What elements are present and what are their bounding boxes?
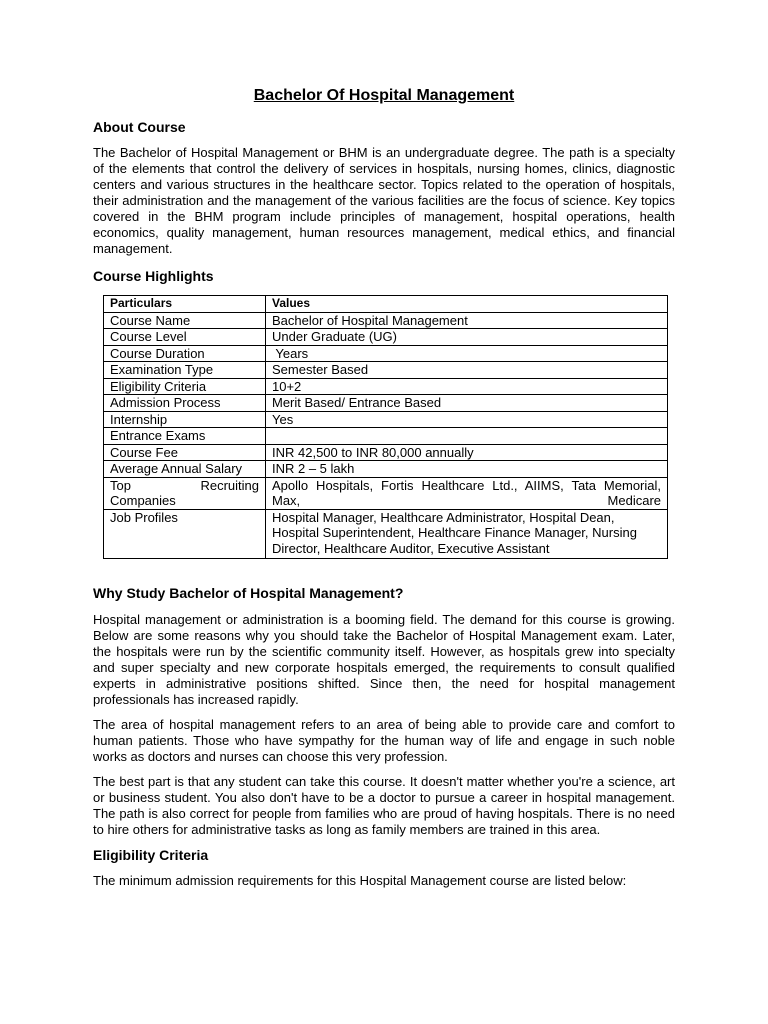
table-row bbox=[104, 378, 668, 395]
row-value: Bachelor of Hospital Management bbox=[266, 312, 668, 329]
row-value bbox=[266, 428, 668, 445]
row-value: INR 2 – 5 lakh bbox=[266, 461, 668, 478]
table-row bbox=[104, 477, 668, 509]
table-row bbox=[104, 395, 668, 412]
row-key: Average Annual Salary bbox=[104, 461, 266, 478]
about-paragraph: The Bachelor of Hospital Management or BHM is an undergraduate degree. The path is a specialty of the elements that control the delivery of services in hospitals, nursing homes, clinics, diagnostic centers and various structures in the healthcare sector. Topics related to the operation of hospitals, their administration and the management of the various facilities are the focus of science. Key topics covered in the BHM program include principles of management, hospital operations, health economics, quality management, human resources management, medical ethics, and financial management. bbox=[93, 145, 675, 256]
row-key: Top Recruiting Companies bbox=[104, 477, 266, 509]
row-key: Course Name bbox=[104, 312, 266, 329]
why-paragraph-2: The area of hospital management refers to an area of being able to provide care and comfort to human patients. Those who have sympathy for the human way of life and engage in such noble works as doctors and nurses can choose this very profession. bbox=[93, 717, 675, 764]
row-key: Internship bbox=[104, 411, 266, 428]
table-row bbox=[104, 345, 668, 362]
document-title: Bachelor Of Hospital Management bbox=[253, 87, 515, 104]
table-row bbox=[104, 362, 668, 379]
table-header-row bbox=[104, 296, 668, 313]
row-key: Job Profiles bbox=[104, 509, 266, 559]
table-row bbox=[104, 509, 668, 559]
document-page bbox=[93, 86, 675, 889]
header-particulars: Particulars bbox=[104, 296, 266, 313]
row-key: Course Fee bbox=[104, 444, 266, 461]
row-key: Admission Process bbox=[104, 395, 266, 412]
why-paragraph-3: The best part is that any student can take this course. It doesn't matter whether you're a science, art or business student. You also don't have to be a doctor to pursue a career in hospital management. The path is also correct for people from families who are proud of having hospitals. There is no need to hire others for administrative tasks as long as family members are trained in this area. bbox=[93, 774, 675, 837]
table-row bbox=[104, 444, 668, 461]
row-value: Under Graduate (UG) bbox=[266, 329, 668, 346]
eligibility-heading: Eligibility Criteria bbox=[93, 847, 209, 863]
highlights-table bbox=[103, 295, 668, 559]
row-value: Semester Based bbox=[266, 362, 668, 379]
header-values: Values bbox=[266, 296, 668, 313]
eligibility-paragraph: The minimum admission requirements for this Hospital Management course are listed below: bbox=[93, 873, 627, 888]
table-row bbox=[104, 428, 668, 445]
row-key: Course Duration bbox=[104, 345, 266, 362]
table-row bbox=[104, 411, 668, 428]
about-heading: About Course bbox=[93, 119, 186, 135]
row-value: INR 42,500 to INR 80,000 annually bbox=[266, 444, 668, 461]
row-value: Apollo Hospitals, Fortis Healthcare Ltd., AIIMS, Tata Memorial, Max, Medicare bbox=[266, 477, 668, 509]
row-key: Examination Type bbox=[104, 362, 266, 379]
row-value: 10+2 bbox=[266, 378, 668, 395]
row-key: Entrance Exams bbox=[104, 428, 266, 445]
why-paragraph-1: Hospital management or administration is a booming field. The demand for this course is growing. Below are some reasons why you should take the Bachelor of Hospital Management exam. Later, the hospitals were run by the scientific community itself. However, as hospitals grew into specialty and super specialty and new corporate hospitals emerged, the requirements to consult qualified experts in administrative positions shifted. Since then, the need for hospital management professionals has increased rapidly. bbox=[93, 612, 675, 707]
highlights-heading: Course Highlights bbox=[93, 268, 214, 284]
row-value: Merit Based/ Entrance Based bbox=[266, 395, 668, 412]
row-value: Yes bbox=[266, 411, 668, 428]
why-heading: Why Study Bachelor of Hospital Management? bbox=[93, 585, 404, 601]
table-row bbox=[104, 329, 668, 346]
table-row bbox=[104, 312, 668, 329]
row-value: Hospital Manager, Healthcare Administrator, Hospital Dean, Hospital Superintendent, Healthcare Finance Manager, Nursing Director, Healthcare Auditor, Executive Assistant bbox=[266, 509, 668, 559]
table-row bbox=[104, 461, 668, 478]
row-key: Eligibility Criteria bbox=[104, 378, 266, 395]
row-key: Course Level bbox=[104, 329, 266, 346]
row-value: Years bbox=[266, 345, 668, 362]
